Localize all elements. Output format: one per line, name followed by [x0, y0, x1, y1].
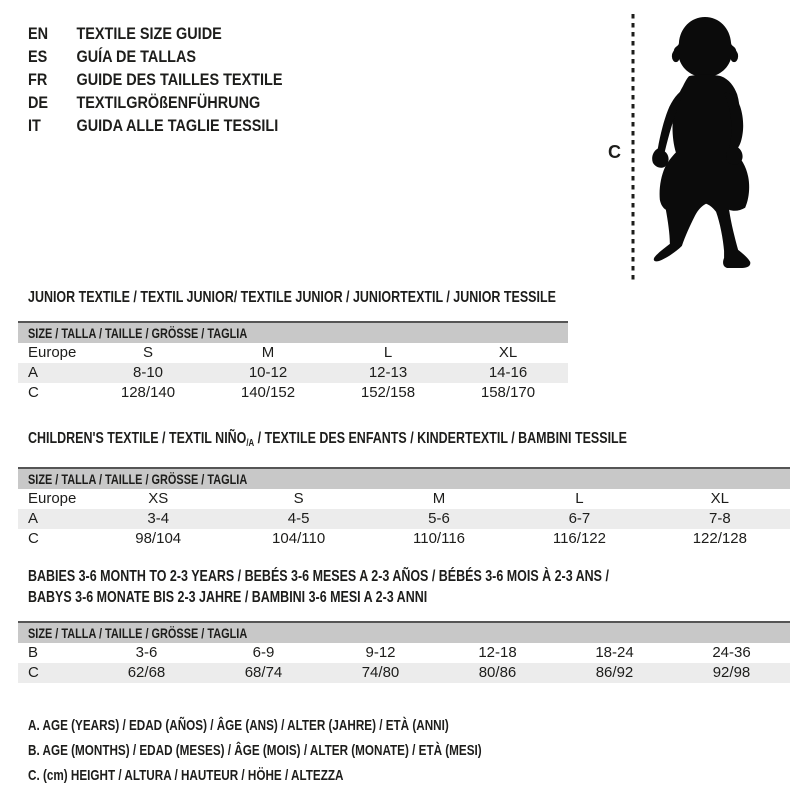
table-cell: 122/128 — [692, 530, 747, 547]
table-cell: 62/68 — [127, 664, 166, 681]
heading-text: BABYS 3-6 MONATE BIS 2-3 JAHRE / BAMBINI 3-6 MESI A 2-3 ANNI — [28, 589, 428, 606]
table-size-header-label: SIZE / TALLA / TAILLE / GRÖSSE / TAGLIA — [28, 471, 248, 487]
table-cell: L — [575, 490, 584, 507]
table-cell: 152/158 — [360, 384, 416, 401]
table-row-b — [18, 643, 790, 663]
language-code: FR — [28, 70, 48, 89]
table-cell: 158/170 — [480, 384, 536, 401]
language-code: ES — [28, 47, 48, 66]
section-babies-textile — [18, 566, 790, 683]
child-height-figure — [600, 12, 790, 287]
language-code: DE — [28, 93, 49, 112]
section-heading — [28, 428, 790, 454]
table-size-header — [18, 621, 790, 643]
table-cell: 140/152 — [240, 384, 296, 401]
row-label: A — [28, 364, 39, 381]
table-row-c — [18, 529, 790, 549]
table-cell: 68/74 — [244, 664, 283, 681]
table-cell: 8-10 — [132, 364, 164, 381]
table-cell: XS — [148, 490, 169, 507]
language-title: TEXTILGRÖßENFÜHRUNG — [76, 93, 261, 112]
footnote-b: B. AGE (MONTHS) / EDAD (MESES) / ÂGE (MOIS) / ALTER (MONATE) / ETÀ (MESI) — [28, 742, 482, 759]
table-cell: 24-36 — [712, 644, 751, 661]
table-row-a — [18, 363, 568, 383]
table-cell: S — [293, 490, 304, 507]
table-cell: 10-12 — [248, 364, 288, 381]
heading-text: / TEXTILE DES ENFANTS / KINDERTEXTIL / BAMBINI TESSILE — [254, 430, 627, 447]
table-cell: 6-7 — [568, 510, 591, 527]
table-cell: 3-6 — [135, 644, 158, 661]
row-label: A — [28, 510, 39, 527]
table-cell: S — [142, 344, 153, 361]
table-cell: M — [432, 490, 446, 507]
table-cell: 110/116 — [413, 530, 466, 547]
table-size-header-label: SIZE / TALLA / TAILLE / GRÖSSE / TAGLIA — [28, 625, 248, 641]
table-cell: 4-5 — [287, 510, 310, 527]
table-cell: 7-8 — [708, 510, 731, 527]
language-code: IT — [28, 116, 41, 135]
language-title: TEXTILE SIZE GUIDE — [76, 24, 222, 43]
row-label: C — [28, 384, 39, 401]
table-row-a — [18, 509, 790, 529]
table-cell: XL — [498, 344, 518, 361]
heading-subscript: /A — [246, 438, 255, 449]
language-row-fr — [28, 68, 283, 91]
row-label: Europe — [28, 344, 77, 361]
row-label: C — [28, 530, 39, 547]
section-heading-line — [28, 587, 622, 608]
language-row-it — [28, 114, 283, 137]
section-heading-line — [28, 287, 556, 308]
language-code: EN — [28, 24, 49, 43]
table-cell: 92/98 — [712, 664, 751, 681]
heading-text: CHILDREN'S TEXTILE / TEXTIL NIÑO — [28, 430, 247, 447]
heading-text: JUNIOR TEXTILE / TEXTIL JUNIOR/ TEXTILE JUNIOR / JUNIORTEXTIL / JUNIOR TESSILE — [28, 289, 556, 306]
section-childrens-textile — [18, 428, 790, 549]
row-label: C — [28, 664, 39, 681]
table-cell: 18-24 — [595, 644, 634, 661]
language-row-de — [28, 91, 283, 114]
section-heading — [28, 287, 568, 308]
table-cell: 74/80 — [361, 664, 400, 681]
height-measure-label: C — [608, 142, 621, 162]
table-cell: 12-18 — [478, 644, 517, 661]
section-heading-line — [28, 566, 622, 587]
table-cell: 86/92 — [595, 664, 634, 681]
row-label: B — [28, 644, 39, 661]
footnote-c: C. (cm) HEIGHT / ALTURA / HAUTEUR / HÖHE / ALTEZZA — [28, 767, 344, 784]
table-cell: XL — [710, 490, 729, 507]
table-cell: 128/140 — [120, 384, 176, 401]
table-row-europe — [18, 343, 568, 363]
table-cell: 14-16 — [488, 364, 528, 381]
section-heading-line — [28, 428, 627, 454]
language-title: GUÍA DE TALLAS — [76, 47, 197, 66]
section-heading — [28, 566, 790, 608]
table-row-europe — [18, 489, 790, 509]
table-row-c — [18, 663, 790, 683]
toddler-silhouette-icon — [644, 14, 766, 280]
table-size-header — [18, 467, 790, 489]
section-junior-textile — [18, 287, 568, 403]
heading-text: BABIES 3-6 MONTH TO 2-3 YEARS / BEBÉS 3-6 MESES A 2-3 AÑOS / BÉBÉS 3-6 MOIS À 2-3 ANS / — [28, 568, 609, 585]
table-cell: 6-9 — [252, 644, 275, 661]
table-cell: L — [383, 344, 393, 361]
language-row-en — [28, 22, 283, 45]
language-title: GUIDE DES TAILLES TEXTILE — [76, 70, 283, 89]
footnote-a: A. AGE (YEARS) / EDAD (AÑOS) / ÂGE (ANS) / ALTER (JAHRE) / ETÀ (ANNI) — [28, 717, 449, 734]
table-row-c — [18, 383, 568, 403]
table-cell: 5-6 — [428, 510, 450, 527]
row-label: Europe — [28, 490, 77, 507]
table-cell: 3-4 — [147, 510, 170, 527]
height-dotted-line — [630, 14, 636, 280]
table-cell: 98/104 — [135, 530, 182, 547]
table-size-header — [18, 321, 568, 343]
language-title-list — [28, 22, 327, 137]
language-row-es — [28, 45, 283, 68]
table-cell: 12-13 — [368, 364, 408, 381]
language-title: GUIDA ALLE TAGLIE TESSILI — [76, 116, 279, 135]
table-size-header-label: SIZE / TALLA / TAILLE / GRÖSSE / TAGLIA — [28, 325, 248, 341]
table-cell: M — [261, 344, 275, 361]
table-cell: 80/86 — [478, 664, 517, 681]
footnotes — [28, 713, 610, 788]
table-cell: 104/110 — [272, 530, 326, 547]
table-cell: 9-12 — [365, 644, 396, 661]
table-cell: 116/122 — [552, 530, 606, 547]
